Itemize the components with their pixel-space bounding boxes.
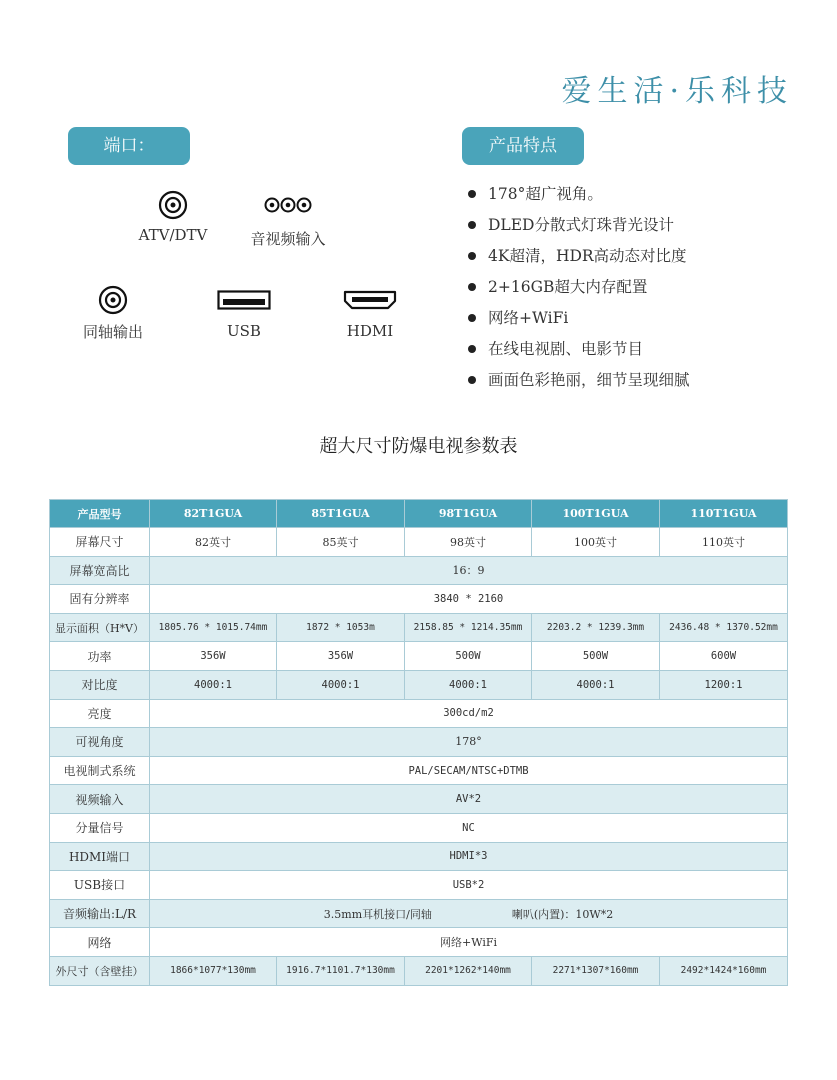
port-label: 音视频输入 xyxy=(250,230,326,248)
row-label: 电视制式系统 xyxy=(50,756,150,785)
bullet-icon xyxy=(468,314,476,322)
slogan: 爱生活·乐科技 xyxy=(561,74,793,109)
row-label: HDMI端口 xyxy=(50,842,150,871)
feature-item: 画面色彩艳丽，细节呈现细腻 xyxy=(468,364,690,395)
bullet-icon xyxy=(468,190,476,198)
table-row xyxy=(50,785,788,814)
port-atv-dtv xyxy=(128,190,218,244)
port-av-input xyxy=(240,196,336,249)
port-hdmi xyxy=(330,290,410,340)
audio-jack-value: 3.5mm耳机接口/同轴 xyxy=(323,907,432,921)
table-cell: 4000:1 xyxy=(405,670,532,699)
table-row xyxy=(50,528,788,557)
table-cell: PAL/SECAM/NTSC+DTMB xyxy=(150,756,788,785)
bullet-icon xyxy=(468,283,476,291)
table-title: 超大尺寸防爆电视参数表 xyxy=(319,436,518,457)
table-cell: 1200:1 xyxy=(660,670,788,699)
table-row xyxy=(50,728,788,757)
header-cell: 产品型号 xyxy=(50,500,150,528)
table-cell: 2203.2 * 1239.3mm xyxy=(532,613,660,642)
table-cell: NC xyxy=(150,813,788,842)
row-label: 可视角度 xyxy=(50,728,150,757)
table-cell: 1916.7*1101.7*130mm xyxy=(277,956,405,985)
table-cell: AV*2 xyxy=(150,785,788,814)
row-label: 亮度 xyxy=(50,699,150,728)
feature-item: 4K超清，HDR高动态对比度 xyxy=(468,240,690,271)
table-cell: 178° xyxy=(150,728,788,757)
feature-list xyxy=(468,178,690,395)
table-cell: HDMI*3 xyxy=(150,842,788,871)
table-cell: 356W xyxy=(150,642,277,671)
port-coax-output xyxy=(68,285,158,342)
row-label: USB接口 xyxy=(50,871,150,900)
table-header-row xyxy=(50,500,788,528)
coax-connector-icon xyxy=(158,190,188,220)
table-cell: 356W xyxy=(277,642,405,671)
port-label: USB xyxy=(227,322,261,340)
table-cell: 300cd/m2 xyxy=(150,699,788,728)
bullet-icon xyxy=(468,376,476,384)
table-cell: 82英寸 xyxy=(150,528,277,557)
usb-port-icon xyxy=(217,290,271,310)
speaker-value: 喇叭(内置)：10W*2 xyxy=(511,907,614,921)
bullet-icon xyxy=(468,221,476,229)
table-row xyxy=(50,699,788,728)
bullet-icon xyxy=(468,345,476,353)
table-cell xyxy=(150,899,788,928)
table-cell: 4000:1 xyxy=(532,670,660,699)
row-label: 对比度 xyxy=(50,670,150,699)
table-cell: USB*2 xyxy=(150,871,788,900)
row-label: 显示面积（H*V） xyxy=(50,613,150,642)
table-cell: 1805.76 * 1015.74mm xyxy=(150,613,277,642)
ports-heading: 端口： xyxy=(68,127,190,165)
table-cell: 2271*1307*160mm xyxy=(532,956,660,985)
feature-item: 网络+WiFi xyxy=(468,302,690,333)
feature-item: 178°超广视角。 xyxy=(468,178,690,209)
feature-item: 在线电视剧、电影节目 xyxy=(468,333,690,364)
table-cell: 网络+WiFi xyxy=(150,928,788,957)
header-cell: 100T1GUA xyxy=(532,500,660,528)
table-cell: 85英寸 xyxy=(277,528,405,557)
feature-item: DLED分散式灯珠背光设计 xyxy=(468,209,690,240)
port-label: 同轴输出 xyxy=(82,323,143,341)
table-row xyxy=(50,556,788,585)
table-row xyxy=(50,613,788,642)
row-label: 音频输出:L/R xyxy=(50,899,150,928)
row-label: 网络 xyxy=(50,928,150,957)
header-cell: 82T1GUA xyxy=(150,500,277,528)
table-row xyxy=(50,642,788,671)
table-cell: 110英寸 xyxy=(660,528,788,557)
row-label: 功率 xyxy=(50,642,150,671)
table-cell: 3840 * 2160 xyxy=(150,585,788,614)
table-cell: 600W xyxy=(660,642,788,671)
feature-item: 2+16GB超大内存配置 xyxy=(468,271,690,302)
table-cell: 500W xyxy=(405,642,532,671)
table-row xyxy=(50,813,788,842)
table-cell: 16：9 xyxy=(150,556,788,585)
table-cell: 98英寸 xyxy=(405,528,532,557)
header-cell: 98T1GUA xyxy=(405,500,532,528)
table-cell: 4000:1 xyxy=(150,670,277,699)
row-label: 视频输入 xyxy=(50,785,150,814)
row-label: 固有分辨率 xyxy=(50,585,150,614)
table-cell: 100英寸 xyxy=(532,528,660,557)
table-cell: 1866*1077*130mm xyxy=(150,956,277,985)
spec-table xyxy=(49,499,788,986)
header-cell: 85T1GUA xyxy=(277,500,405,528)
port-usb xyxy=(204,290,284,340)
header-cell: 110T1GUA xyxy=(660,500,788,528)
table-row xyxy=(50,585,788,614)
table-row xyxy=(50,756,788,785)
table-row xyxy=(50,842,788,871)
table-cell: 2492*1424*160mm xyxy=(660,956,788,985)
table-cell: 2436.48 * 1370.52mm xyxy=(660,613,788,642)
port-label: ATV/DTV xyxy=(138,226,208,244)
table-row xyxy=(50,871,788,900)
coax-output-icon xyxy=(98,285,128,315)
row-label: 屏幕尺寸 xyxy=(50,528,150,557)
table-cell: 1872 * 1053m xyxy=(277,613,405,642)
table-cell: 500W xyxy=(532,642,660,671)
table-cell: 2201*1262*140mm xyxy=(405,956,532,985)
table-row xyxy=(50,670,788,699)
bullet-icon xyxy=(468,252,476,260)
row-label: 分量信号 xyxy=(50,813,150,842)
table-row xyxy=(50,956,788,985)
row-label: 屏幕宽高比 xyxy=(50,556,150,585)
table-row xyxy=(50,899,788,928)
table-cell: 2158.85 * 1214.35mm xyxy=(405,613,532,642)
av-connector-icon xyxy=(264,196,312,214)
hdmi-port-icon xyxy=(343,290,397,310)
row-label: 外尺寸（含壁挂） xyxy=(50,956,150,985)
table-cell: 4000:1 xyxy=(277,670,405,699)
features-heading: 产品特点 xyxy=(462,127,584,165)
table-row xyxy=(50,928,788,957)
port-label: HDMI xyxy=(346,322,394,340)
